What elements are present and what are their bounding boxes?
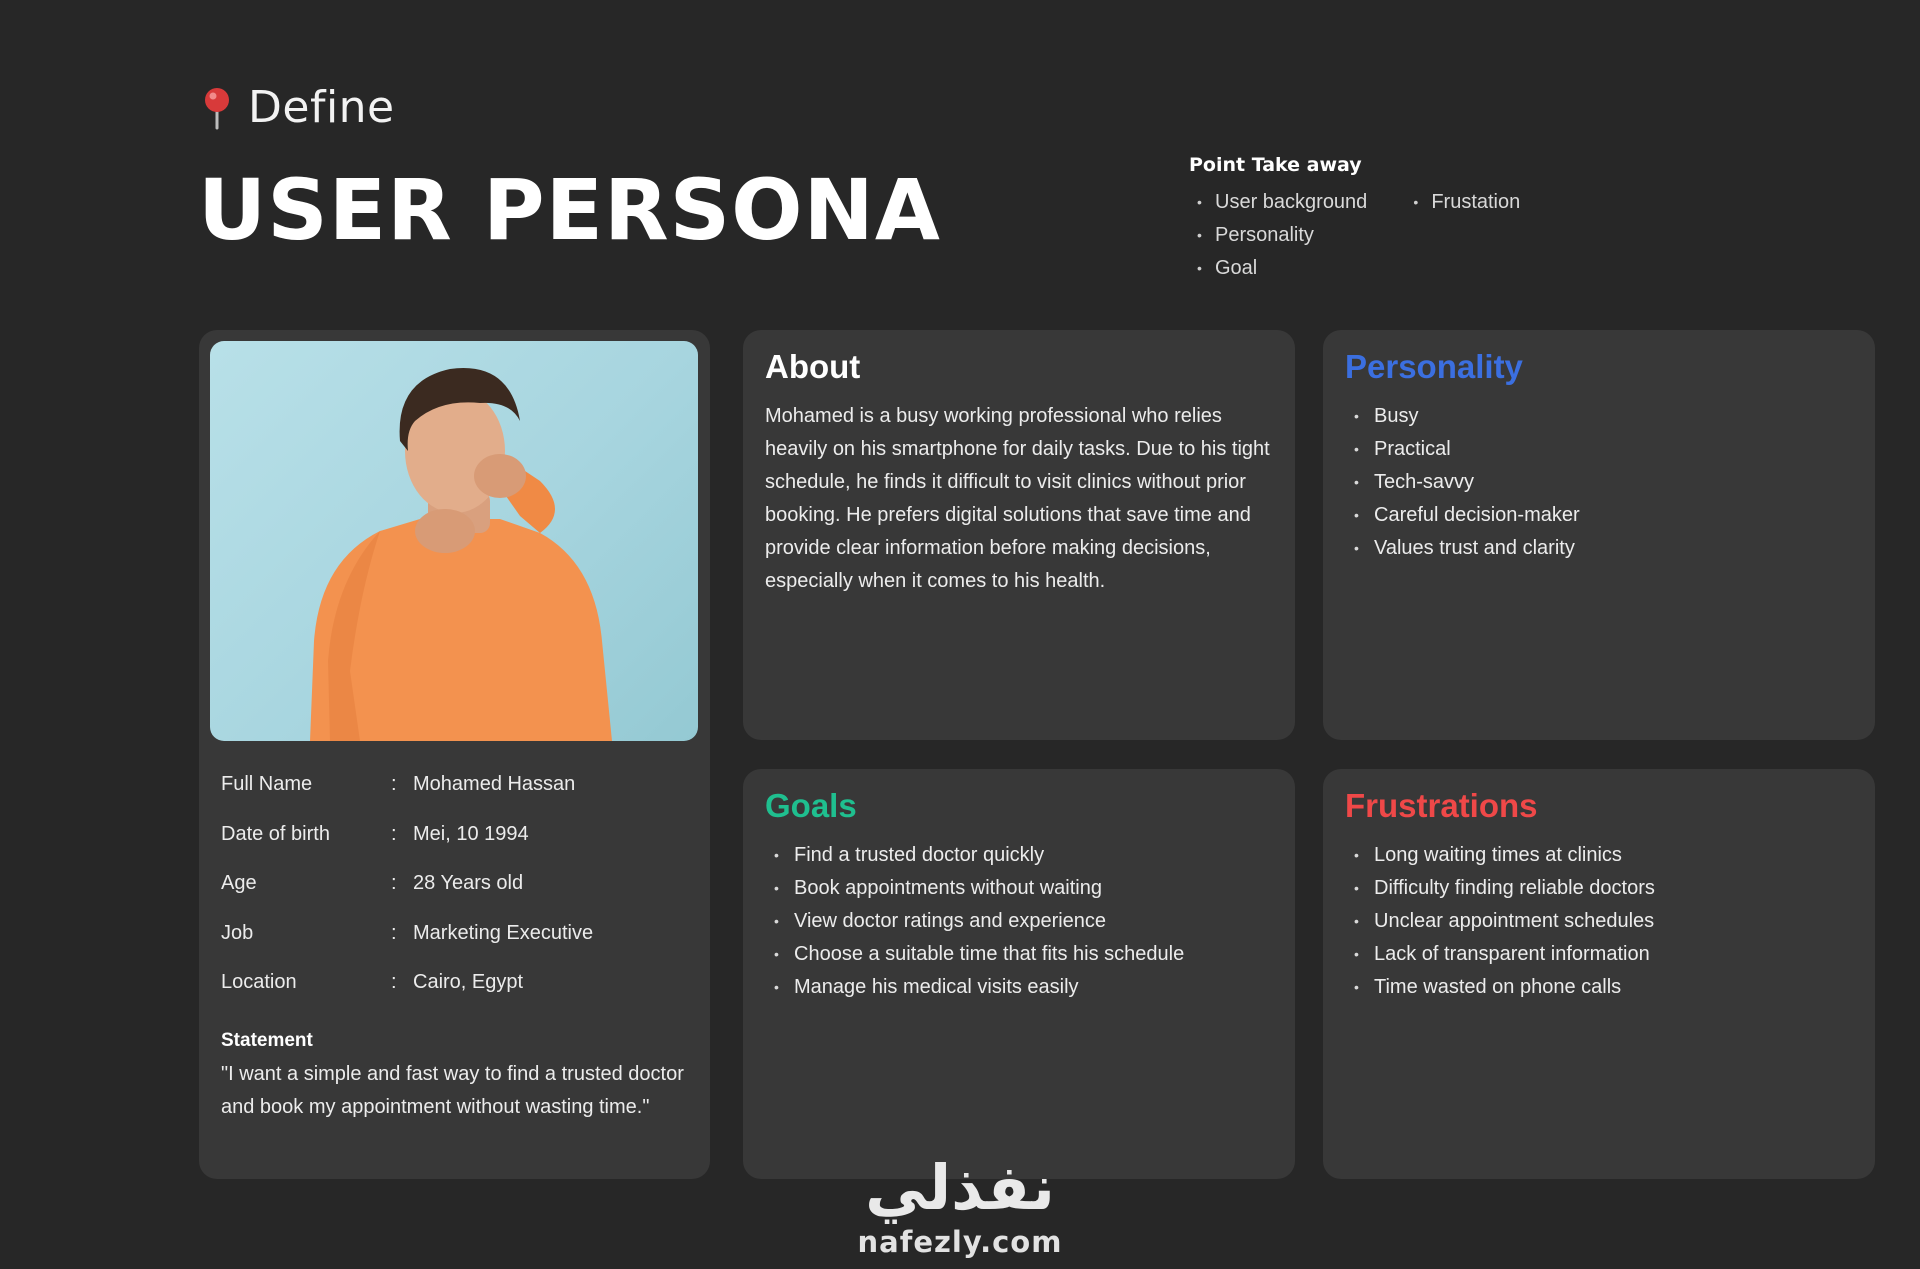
list-item: • Long waiting times at clinics <box>1345 839 1655 872</box>
about-title: About <box>765 348 861 385</box>
frustrations-card <box>1323 769 1875 1179</box>
statement-text: "I want a simple and fast way to find a trusted doctor and book my appointment without wasting time." <box>221 1063 684 1118</box>
takeaway-item: • User background <box>1189 186 1367 219</box>
frustrations-title: Frustrations <box>1345 787 1538 824</box>
list-item: • View doctor ratings and experience <box>765 905 1184 938</box>
statement-title: Statement <box>221 1030 313 1051</box>
frustrations-list <box>1345 839 1655 1004</box>
info-value: 28 Years old <box>413 872 524 895</box>
about-text: Mohamed is a busy working professional who relies heavily on his smartphone for daily tasks. Due to his tight schedule, he finds it difficult to visit clinics without prior booking. He prefers digital solutions that save time and provide clear information before making decisions, especially when it comes to his health. <box>765 405 1270 592</box>
page-title: USER PERSONA <box>198 161 941 259</box>
watermark-arabic: نفذلي <box>865 1151 1055 1224</box>
info-value: Mei, 10 1994 <box>413 822 529 845</box>
takeaway-title: Point Take away <box>1189 154 1362 176</box>
info-separator: : <box>391 971 397 994</box>
takeaway-panel <box>1189 154 1520 285</box>
takeaway-item: • Frustation <box>1405 186 1520 219</box>
info-separator: : <box>391 921 397 944</box>
info-label: Full Name <box>221 773 313 796</box>
info-value: Mohamed Hassan <box>413 773 576 796</box>
goals-list <box>765 839 1184 1004</box>
list-item: • Book appointments without waiting <box>765 872 1184 905</box>
goals-card <box>743 769 1295 1179</box>
watermark-logo <box>850 1152 1070 1269</box>
persona-photo <box>210 341 698 741</box>
section-eyebrow <box>200 82 395 133</box>
profile-card <box>199 330 710 1179</box>
goals-title: Goals <box>765 787 857 824</box>
takeaway-list <box>1405 186 1520 285</box>
info-separator: : <box>391 773 397 796</box>
list-item: • Find a trusted doctor quickly <box>765 839 1184 872</box>
list-item: • Values trust and clarity <box>1345 532 1580 565</box>
list-item: • Careful decision-maker <box>1345 499 1580 532</box>
info-separator: : <box>391 822 397 845</box>
info-separator: : <box>391 872 397 895</box>
list-item: • Unclear appointment schedules <box>1345 905 1655 938</box>
pushpin-icon <box>200 86 234 130</box>
info-value: Marketing Executive <box>413 921 594 944</box>
info-label: Job <box>221 921 254 944</box>
takeaway-list <box>1189 186 1367 285</box>
personality-title: Personality <box>1345 348 1523 385</box>
info-label: Location <box>221 971 297 994</box>
list-item: • Busy <box>1345 400 1580 433</box>
takeaway-item: • Personality <box>1189 219 1367 252</box>
statement-block <box>221 1030 691 1124</box>
section-label: Define <box>248 82 395 133</box>
info-row <box>221 760 691 810</box>
info-value: Cairo, Egypt <box>413 971 524 994</box>
personality-list <box>1345 400 1580 565</box>
persona-info <box>221 760 691 1008</box>
list-item: • Difficulty finding reliable doctors <box>1345 872 1655 905</box>
about-card <box>743 330 1295 740</box>
info-row <box>221 909 691 959</box>
takeaway-item: • Goal <box>1189 252 1367 285</box>
info-row <box>221 810 691 860</box>
list-item: • Tech-savvy <box>1345 466 1580 499</box>
info-label: Age <box>221 872 257 895</box>
list-item: • Practical <box>1345 433 1580 466</box>
list-item: • Choose a suitable time that fits his schedule <box>765 938 1184 971</box>
watermark-url: nafezly.com <box>857 1225 1063 1259</box>
info-row <box>221 859 691 909</box>
list-item: • Manage his medical visits easily <box>765 971 1184 1004</box>
list-item: • Time wasted on phone calls <box>1345 971 1655 1004</box>
info-row <box>221 958 691 1008</box>
list-item: • Lack of transparent information <box>1345 938 1655 971</box>
info-label: Date of birth <box>221 822 330 845</box>
personality-card <box>1323 330 1875 740</box>
